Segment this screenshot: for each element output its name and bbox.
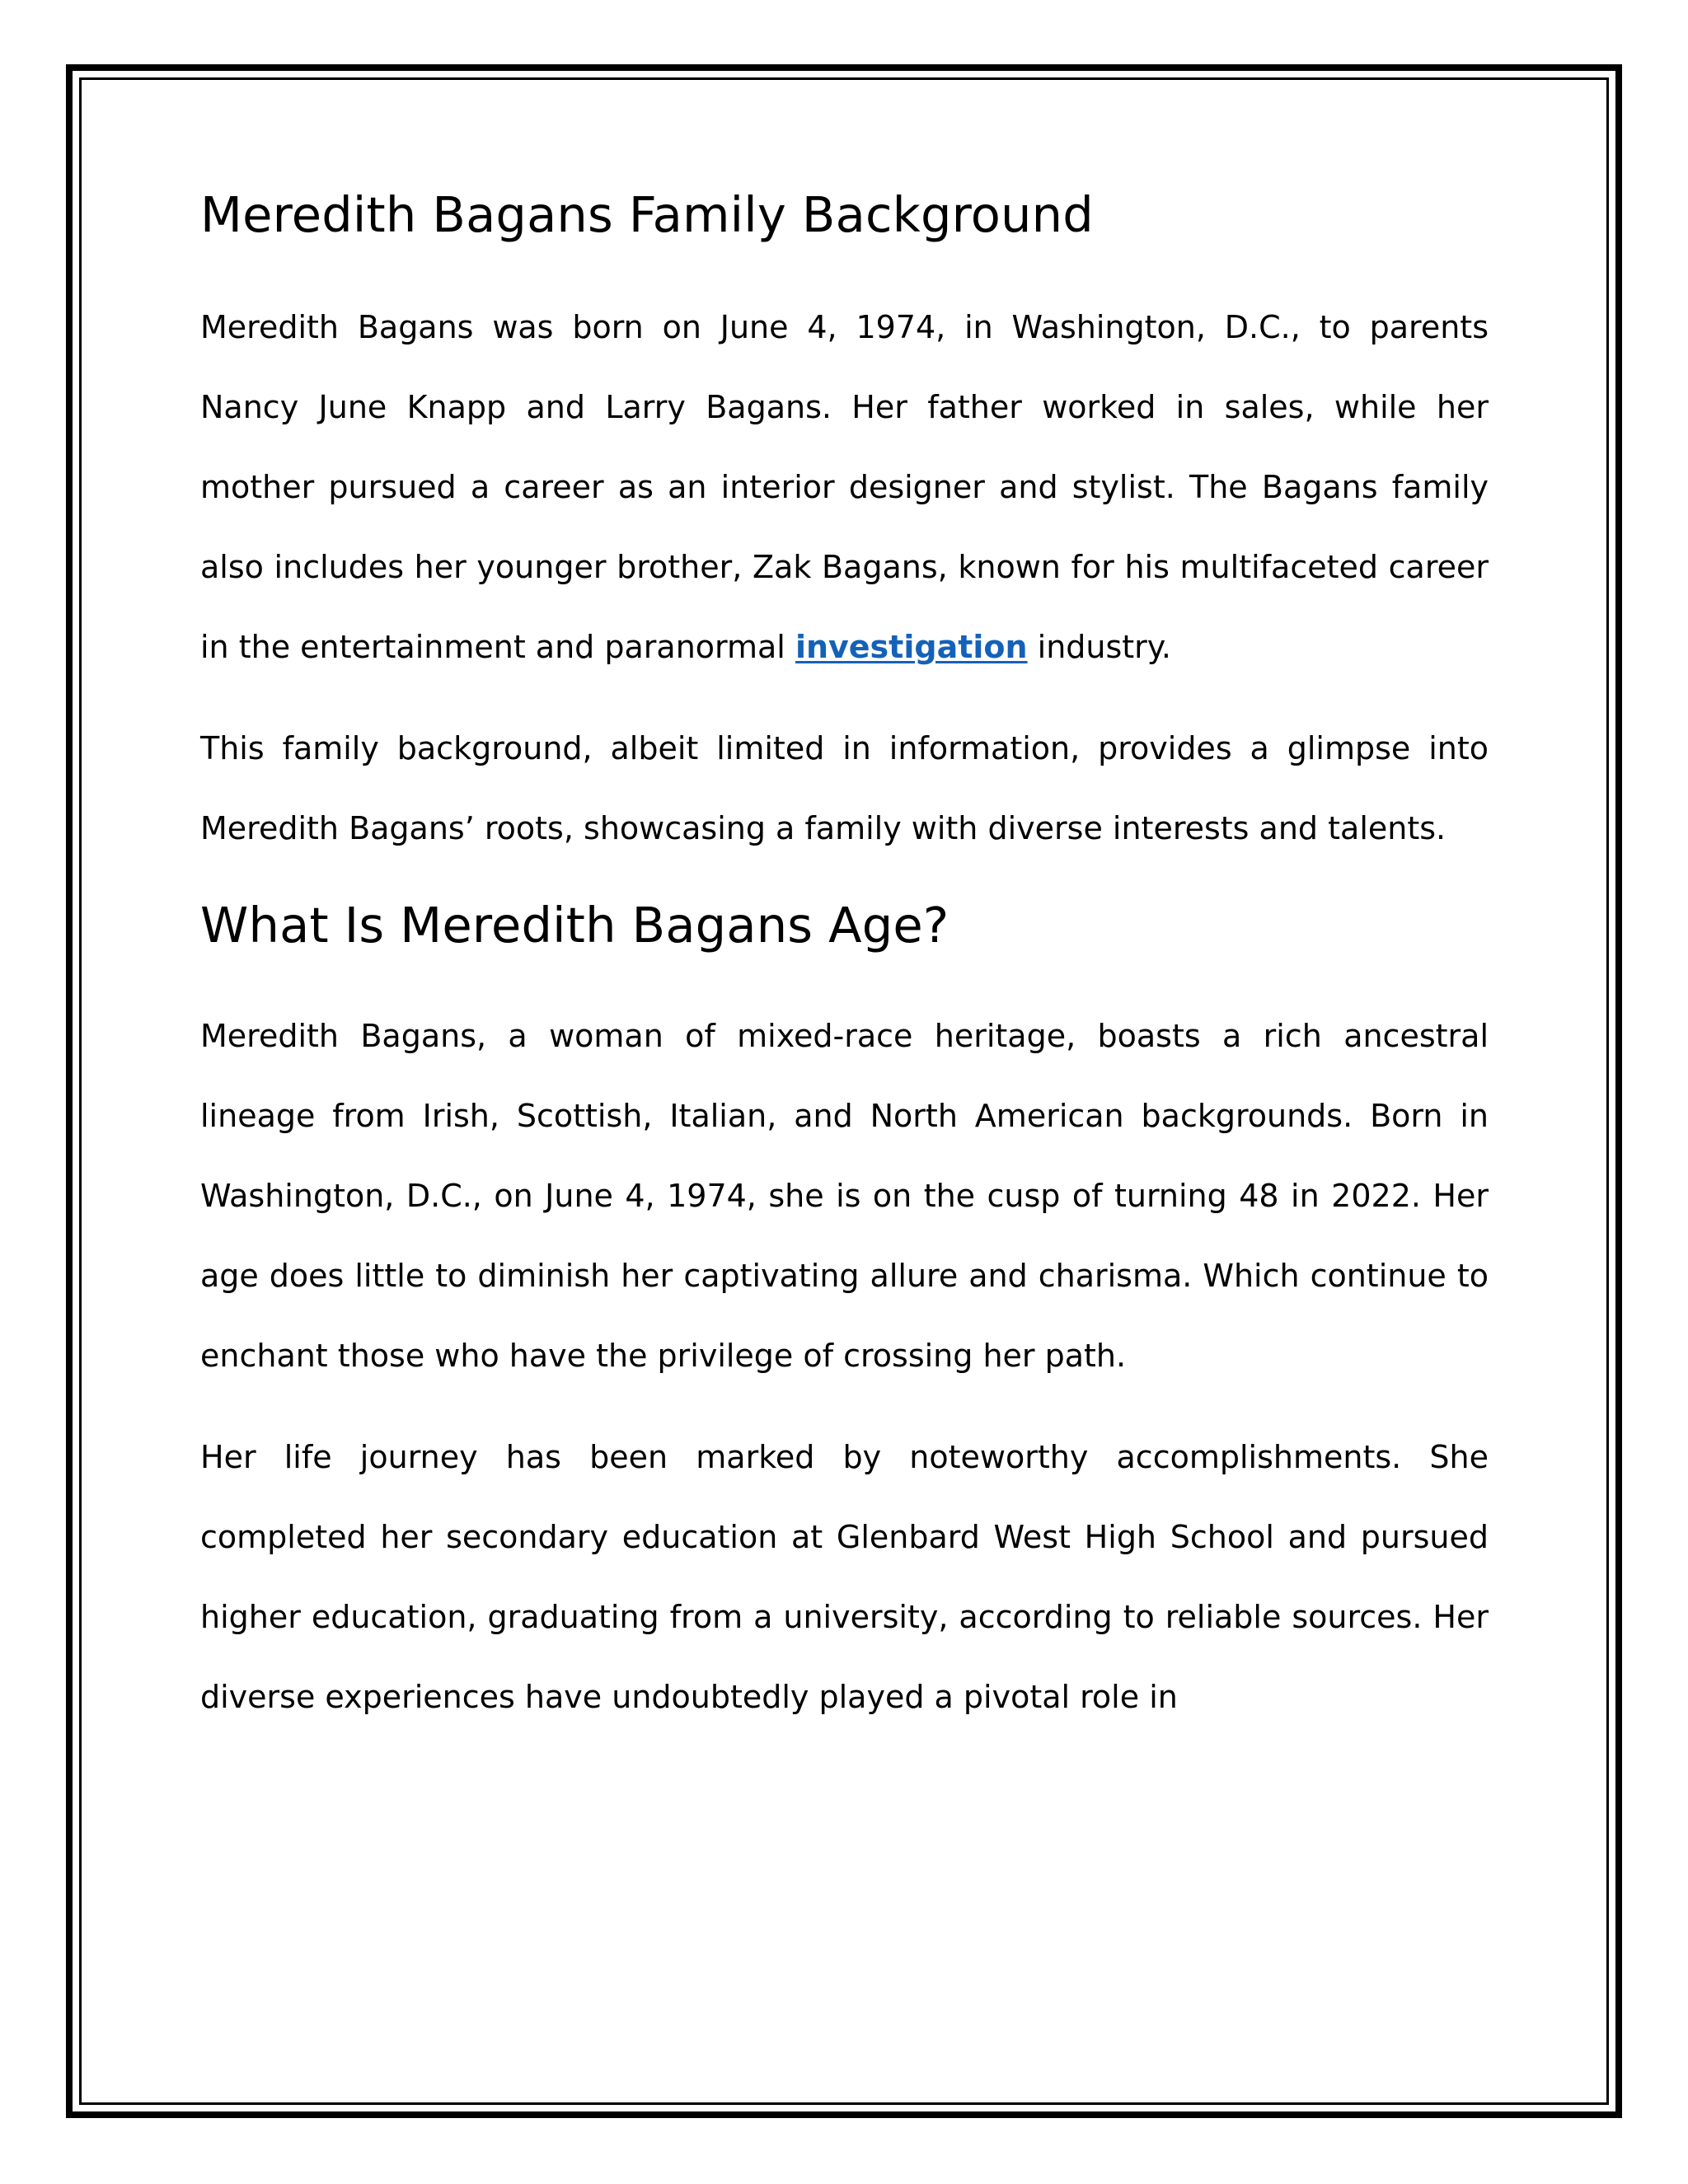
paragraph-family-summary: This family background, albeit limited in information, provides a glimpse into Meredith Bagans’ roots, showcasing a family with diverse interests and talents. xyxy=(200,729,1489,846)
paragraph-family-intro xyxy=(200,288,1489,687)
paragraph-text: industry. xyxy=(1027,628,1171,665)
investigation-link[interactable]: investigation xyxy=(795,628,1028,665)
paragraph-text: Meredith Bagans was born on June 4, 1974, in Washington, D.C., to parents Nancy June Knapp and Larry Bagans. Her father worked in sales, while her mother pursued a career as an interior designer and stylist. The Bagans family also includes her younger brother, Zak Bagans, known for his multifaceted career in the entertainment and paranormal xyxy=(200,308,1489,665)
document-body xyxy=(200,186,1489,1737)
section-heading-family-background: Meredith Bagans Family Background xyxy=(200,186,1094,243)
paragraph-life-journey: Her life journey has been marked by noteworthy accomplishments. She completed her secondary education at Glenbard West High School and pursued higher education, graduating from a university, according to reliable sources. Her diverse experiences have undoubtedly played a pivotal role in xyxy=(200,1438,1489,1715)
section-heading-age: What Is Meredith Bagans Age? xyxy=(200,896,950,954)
paragraph-age-heritage: Meredith Bagans, a woman of mixed-race heritage, boasts a rich ancestral lineage from Irish, Scottish, Italian, and North American backgrounds. Born in Washington, D.C., on June 4, 1974, she is on the cusp of turning 48 in 2022. Her age does little to diminish her captivating allure and charisma. Which continue to enchant those who have the privilege of crossing her path. xyxy=(200,1017,1489,1374)
